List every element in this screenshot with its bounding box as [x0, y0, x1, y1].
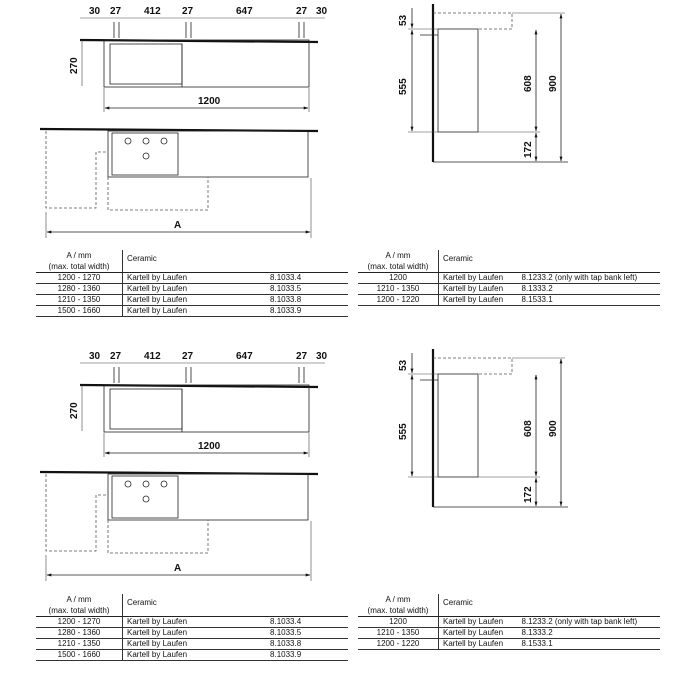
cell-range: 1200 - 1220 [358, 639, 439, 650]
cell-code: 8.1333.2 [518, 284, 661, 295]
header-max-width: (max. total width) [367, 262, 429, 271]
dim-top-5: 647 [236, 6, 253, 17]
tap-bank-middle [186, 22, 191, 38]
cell-range: 1210 - 1350 [358, 284, 439, 295]
table-row [358, 273, 660, 284]
cell-range: 1210 - 1350 [36, 295, 123, 306]
table-row [36, 650, 348, 661]
header-ceramic: Ceramic [123, 250, 349, 273]
dim-top-1: 30 [89, 351, 101, 362]
dim-top-2: 27 [110, 351, 122, 362]
ceramic-table-right-1 [358, 250, 660, 306]
cell-range: 1200 - 1270 [36, 617, 123, 628]
cell-range: 1200 [358, 273, 439, 284]
cell-ceramic: Kartell by Laufen [439, 284, 518, 295]
header-a-mm: A / mm [66, 595, 92, 604]
header-max-width: (max. total width) [48, 606, 110, 615]
cell-range: 1210 - 1350 [358, 628, 439, 639]
dim-side-608: 608 [523, 420, 534, 437]
cell-range: 1500 - 1660 [36, 306, 123, 317]
cell-ceramic: Kartell by Laufen [439, 295, 518, 306]
cell-range: 1200 - 1270 [36, 273, 123, 284]
dim-side-555: 555 [398, 78, 409, 95]
dim-top-1: 30 [89, 6, 101, 17]
table-row [36, 273, 348, 284]
table-row [36, 284, 348, 295]
cell-ceramic: Kartell by Laufen [439, 273, 518, 284]
cell-range: 1280 - 1360 [36, 284, 123, 295]
table-header-a [36, 594, 123, 617]
dim-height: 270 [69, 57, 80, 74]
cell-code: 8.1533.1 [518, 295, 661, 306]
side-elevation-1 [398, 4, 568, 162]
cell-ceramic: Kartell by Laufen [123, 617, 267, 628]
cell-code: 8.1033.5 [266, 284, 348, 295]
tap-bank-right [299, 367, 304, 383]
dim-side-53: 53 [398, 359, 409, 371]
header-a-mm: A / mm [385, 595, 411, 604]
cell-ceramic: Kartell by Laufen [123, 639, 267, 650]
tap-bank-left [114, 22, 119, 38]
table-row [358, 628, 660, 639]
plan-view-2 [40, 472, 318, 581]
cell-range: 1280 - 1360 [36, 628, 123, 639]
cell-code: 8.1033.9 [266, 306, 348, 317]
cell-ceramic: Kartell by Laufen [123, 284, 267, 295]
cell-range: 1200 - 1220 [358, 295, 439, 306]
tap-bank-middle [186, 367, 191, 383]
cell-code: 8.1033.5 [266, 628, 348, 639]
header-ceramic: Ceramic [439, 250, 661, 273]
cell-ceramic: Kartell by Laufen [123, 295, 267, 306]
dim-top-3: 412 [144, 351, 161, 362]
cell-code: 8.1233.2 (only with tap bank left) [518, 273, 661, 284]
dim-side-53: 53 [398, 14, 409, 26]
cell-ceramic: Kartell by Laufen [123, 273, 267, 284]
table-row [36, 295, 348, 306]
cell-range: 1200 [358, 617, 439, 628]
cell-ceramic: Kartell by Laufen [123, 628, 267, 639]
header-ceramic: Ceramic [439, 594, 661, 617]
dim-a: A [174, 220, 182, 231]
cell-ceramic: Kartell by Laufen [123, 306, 267, 317]
header-ceramic: Ceramic [123, 594, 349, 617]
cell-code: 8.1533.1 [518, 639, 661, 650]
table-row [358, 617, 660, 628]
dim-height: 270 [69, 402, 80, 419]
plan-view-1 [40, 129, 318, 238]
dim-top-4: 27 [182, 6, 194, 17]
cell-range: 1210 - 1350 [36, 639, 123, 650]
dim-top-5: 647 [236, 351, 253, 362]
dim-side-172: 172 [523, 486, 534, 503]
table-header-a [36, 250, 123, 273]
front-elevation-1 [69, 6, 328, 112]
table-header-a [358, 594, 439, 617]
dim-top-6: 27 [296, 6, 308, 17]
cell-ceramic: Kartell by Laufen [439, 617, 518, 628]
dim-side-555: 555 [398, 423, 409, 440]
dim-top-7: 30 [316, 351, 328, 362]
side-elevation-2 [398, 349, 568, 507]
cell-range: 1500 - 1660 [36, 650, 123, 661]
table-row [358, 284, 660, 295]
dim-top-6: 27 [296, 351, 308, 362]
table-row [358, 295, 660, 306]
dim-width: 1200 [198, 96, 221, 107]
table-header-a [358, 250, 439, 273]
table-row [36, 628, 348, 639]
header-a-mm: A / mm [66, 251, 92, 260]
cell-code: 8.1033.4 [266, 273, 348, 284]
header-max-width: (max. total width) [367, 606, 429, 615]
cell-ceramic: Kartell by Laufen [123, 650, 267, 661]
ceramic-table-right-2 [358, 594, 660, 650]
tap-bank-right [299, 22, 304, 38]
cell-ceramic: Kartell by Laufen [439, 628, 518, 639]
cell-code: 8.1033.4 [266, 617, 348, 628]
table-row [36, 306, 348, 317]
table-row [36, 639, 348, 650]
cell-ceramic: Kartell by Laufen [439, 639, 518, 650]
dim-top-2: 27 [110, 6, 122, 17]
tap-bank-left [114, 367, 119, 383]
header-a-mm: A / mm [385, 251, 411, 260]
dim-side-900: 900 [548, 420, 559, 437]
cell-code: 8.1333.2 [518, 628, 661, 639]
ceramic-table-left-1 [36, 250, 348, 317]
dim-side-172: 172 [523, 141, 534, 158]
dim-a: A [174, 563, 182, 574]
table-row [358, 639, 660, 650]
cell-code: 8.1233.2 (only with tap bank left) [518, 617, 661, 628]
dim-side-900: 900 [548, 75, 559, 92]
cell-code: 8.1033.8 [266, 295, 348, 306]
dim-top-4: 27 [182, 351, 194, 362]
dim-side-608: 608 [523, 75, 534, 92]
dim-width: 1200 [198, 441, 221, 452]
dim-top-7: 30 [316, 6, 328, 17]
ceramic-table-left-2 [36, 594, 348, 661]
dim-top-3: 412 [144, 6, 161, 17]
cell-code: 8.1033.9 [266, 650, 348, 661]
table-row [36, 617, 348, 628]
header-max-width: (max. total width) [48, 262, 110, 271]
front-elevation-2 [69, 351, 328, 457]
cell-code: 8.1033.8 [266, 639, 348, 650]
